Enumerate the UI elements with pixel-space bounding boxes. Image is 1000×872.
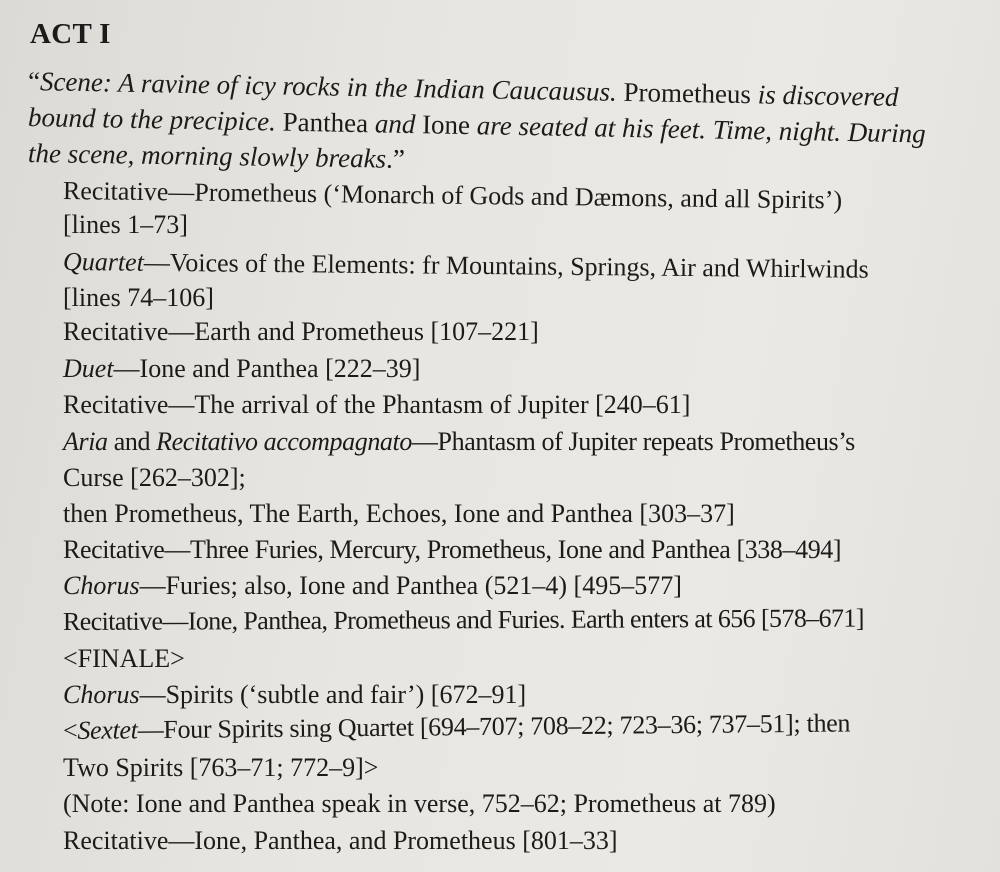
scene-text: are seated at his feet. Time, night. During <box>476 110 926 149</box>
entry-line: [lines 74–106] <box>63 283 214 312</box>
scene-text: Scene: A ravine of icy rocks in the Indian Caucausus. <box>39 66 618 107</box>
entry-line: Two Spirits [763–71; 772–9]> <box>63 753 379 782</box>
entry-line: then Prometheus, The Earth, Echoes, Ione and Panthea [303–37] <box>63 499 735 528</box>
entry-line <box>63 677 526 713</box>
scene-text: is discovered <box>757 79 899 112</box>
musical-form: Quartet <box>62 247 145 277</box>
entry-text: —Ione and Panthea [222–39] <box>113 354 421 383</box>
entry-text: < <box>62 715 78 745</box>
entry-line: Recitative—Earth and Prometheus [107–221] <box>63 317 539 346</box>
musical-form: Recitativo accompagnato <box>156 427 412 456</box>
musical-form: Sextet <box>77 715 138 745</box>
entry-line <box>63 705 850 749</box>
entry-line: [lines 1–73] <box>63 210 188 239</box>
musical-form: Duet <box>63 354 114 383</box>
close-quote: .” <box>385 143 406 174</box>
musical-form: Aria <box>63 427 108 456</box>
entry-line: Curse [262–302]; <box>63 463 246 492</box>
entry-text: —Spirits (‘subtle and fair’) [672–91] <box>139 680 527 709</box>
entry-text: —Four Spirits sing Quartet [694–707; 708–22; 723–36; 737–51]; then <box>137 708 851 745</box>
entry-line <box>63 424 855 460</box>
entry-text: —Furies; also, Ione and Panthea (521–4) [495–577] <box>139 571 682 600</box>
open-quote: “ <box>27 66 41 97</box>
scene-name: Ione <box>415 109 478 141</box>
entry-line <box>63 568 682 604</box>
entry-line <box>63 351 420 387</box>
scene-line-3 <box>28 136 405 176</box>
entry-line: Recitative—Ione, Panthea, Prometheus and Furies. Earth enters at 656 [578–671] <box>62 603 864 636</box>
act-heading: ACT I <box>30 18 111 50</box>
musical-form: Chorus <box>63 571 140 600</box>
entry-line: (Note: Ione and Panthea speak in verse, 752–62; Prometheus at 789) <box>63 789 776 818</box>
scene-name: Prometheus <box>616 76 759 110</box>
scene-text: and <box>374 108 416 140</box>
entry-text: and <box>107 427 157 456</box>
entry-line: Recitative—The arrival of the Phantasm of Jupiter [240–61] <box>63 390 691 419</box>
musical-form: Chorus <box>63 680 140 709</box>
entry-line: Recitative—Prometheus (‘Monarch of Gods and Dæmons, and all Spirits’) <box>62 176 843 215</box>
entry-line: Recitative—Three Furies, Mercury, Prometheus, Ione and Panthea [338–494] <box>63 535 842 564</box>
scene-text: the scene, morning slowly breaks <box>27 138 387 174</box>
entry-line: <FINALE> <box>63 644 185 673</box>
scene-name: Panthea <box>275 106 376 139</box>
scene-text: bound to the precipice. <box>27 102 277 137</box>
entry-line: Recitative—Ione, Panthea, and Prometheus [801–33] <box>63 826 618 855</box>
entry-text: —Voices of the Elements: fr Mountains, Springs, Air and Whirlwinds <box>143 247 869 284</box>
entry-text: —Phantasm of Jupiter repeats Prometheus’s <box>411 427 855 456</box>
